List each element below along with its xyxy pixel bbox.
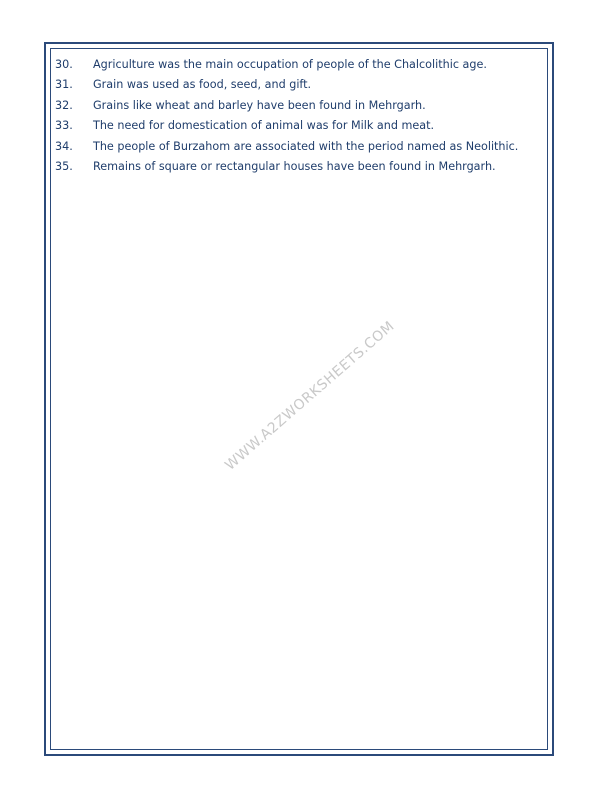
item-text: Agriculture was the main occupation of people of the Chalcolithic age. (93, 57, 487, 71)
item-number: 31. (55, 78, 73, 92)
item-text: Remains of square or rectangular houses have been found in Mehrgarh. (93, 160, 496, 174)
list-item (53, 54, 545, 75)
item-number: 35. (55, 160, 73, 174)
item-text: The need for domestication of animal was for Milk and meat. (93, 119, 435, 133)
list-item (53, 157, 545, 178)
answer-list (53, 54, 545, 177)
item-text: Grain was used as food, seed, and gift. (93, 78, 312, 92)
list-item (53, 116, 545, 137)
list-item (53, 75, 545, 96)
list-item (53, 95, 545, 116)
item-text: Grains like wheat and barley have been found in Mehrgarh. (93, 98, 426, 112)
item-number: 32. (55, 98, 73, 112)
list-item (53, 136, 545, 157)
item-number: 30. (55, 57, 73, 71)
item-text: The people of Burzahom are associated with the period named as Neolithic. (93, 139, 519, 153)
item-number: 34. (55, 139, 73, 153)
item-number: 33. (55, 119, 73, 133)
watermark: WWW.A2ZWORKSHEETS.COM (222, 318, 398, 474)
